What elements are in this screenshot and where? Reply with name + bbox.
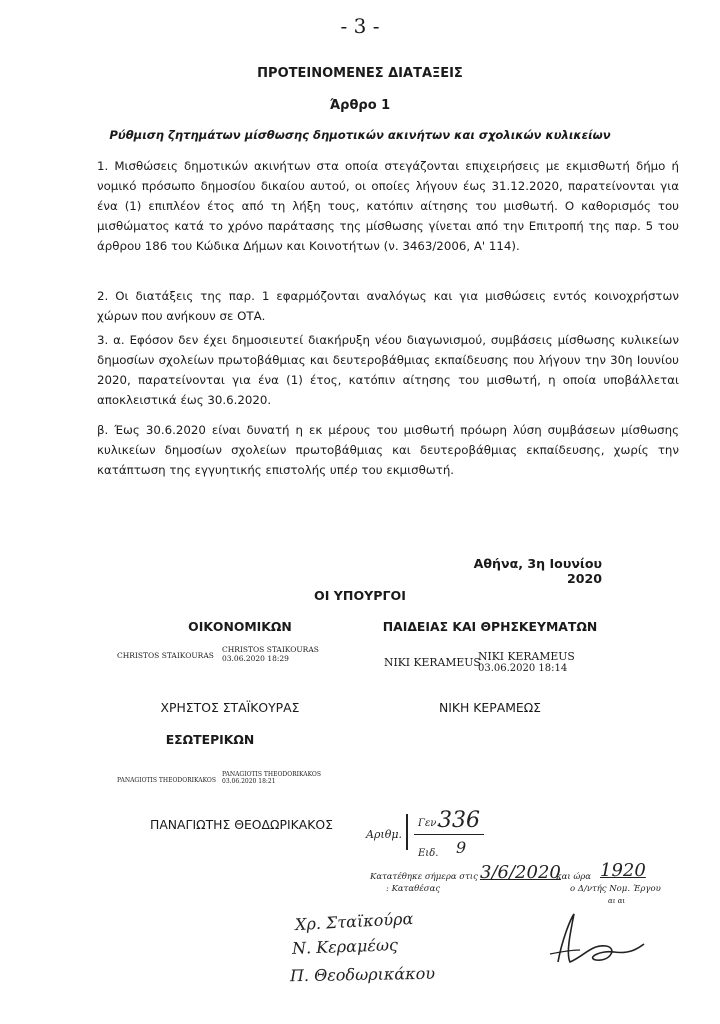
paragraph-3b: β. Έως 30.6.2020 είναι δυνατή η εκ μέρους του μισθωτή πρόωρη λύση συμβάσεων μίσθωσης κυλικείων δημοσίων σχολείων πρωτοβάθμιας και δευτεροβάθμιας εκπαίδευσης, χωρίς την κατάπτωση της εγγυητικής επιστολής υπέρ του εκμισθωτή. (97, 423, 679, 477)
stamp-depositor-label: : Καταθέσας (386, 884, 441, 894)
ministry-finance: ΟΙΚΟΝΟΜΙΚΩΝ (188, 619, 292, 634)
stamp-filed-date: 3/6/2020 (480, 862, 561, 883)
stamp-divider (406, 814, 408, 850)
digital-signature-name: CHRISTOS STAIKOURAS (117, 651, 214, 660)
digital-signature-stamp (222, 645, 319, 663)
stamp-director-label: ο Δ/ντής Νομ. Έργου (570, 884, 661, 894)
article-number: Άρθρο 1 (329, 98, 391, 113)
signature-stamp-name: PANAGIOTIS THEODORIKAKOS (222, 771, 321, 778)
ministers-heading: ΟΙ ΥΠΟΥΡΓΟΙ (314, 588, 406, 603)
paragraph-3a: 3. α. Εφόσον δεν έχει δημοσιευτεί διακήρυξη νέου διαγωνισμού, συμβάσεις μίσθωσης κυλικείων δημοσίων σχολείων πρωτοβάθμιας και δευτεροβάθμιας εκπαίδευσης που λήγουν την 30η Ιουνίου 2020, παρατείνονται για ένα (1) έτος, κατόπιν αίτησης του μισθωτή, η οποία υποβάλλεται αποκλειστικά έως 30.6.2020. (97, 333, 679, 407)
paragraph-2: 2. Οι διατάξεις της παρ. 1 εφαρμόζονται αναλόγως και για μισθώσεις εντός κοινοχρήστων χώρων που ανήκουν σε ΟΤΑ. (97, 289, 679, 323)
minister-full-name: ΠΑΝΑΓΙΩΤΗΣ ΘΕΟΔΩΡΙΚΑΚΟΣ (150, 817, 333, 832)
stamp-filed-text: Κατατέθηκε σήμερα στις (370, 872, 478, 882)
stamp-time-label: και ώρα (556, 872, 592, 882)
document-title: ΠΡΟΤΕΙΝΟΜΕΝΕΣ ΔΙΑΤΑΞΕΙΣ (257, 66, 463, 81)
stamp-director-sub: αι αι (608, 897, 626, 905)
director-signature (540, 910, 660, 970)
article-title: Ρύθμιση ζητημάτων μίσθωσης δημοτικών ακινήτων και σχολικών κυλικείων (109, 128, 611, 142)
stamp-prot-value: 336 (438, 808, 480, 833)
handwritten-name: Ν. Κεραμέως (291, 935, 399, 958)
minister-full-name: ΝΙΚΗ ΚΕΡΑΜΕΩΣ (438, 700, 542, 715)
page-number: - 3 - (340, 14, 380, 38)
handwritten-name: Χρ. Σταϊκούρα (294, 908, 414, 935)
signature-stamp-date: 03.06.2020 18:29 (222, 654, 289, 663)
ministry-education: ΠΑΙΔΕΙΑΣ ΚΑΙ ΘΡΗΣΚΕΥΜΑΤΩΝ (382, 619, 598, 634)
digital-signature-name: PANAGIOTIS THEODORIKAKOS (117, 777, 216, 784)
stamp-time-value: 1920 (600, 860, 646, 881)
digital-signature-stamp (478, 651, 575, 675)
stamp-eid-label: Ειδ. (418, 848, 439, 859)
ministry-interior: ΕΣΩΤΕΡΙΚΩΝ (165, 732, 255, 747)
date-line: Αθήνα, 3η Ιουνίου 2020 (473, 556, 602, 586)
signature-stamp-name: NIKI KERAMEUS (478, 650, 575, 663)
digital-signature-stamp (222, 771, 321, 785)
stamp-arith-label: Αριθμ. (366, 828, 402, 841)
digital-signature-name: NIKI KERAMEUS (384, 656, 481, 669)
stamp-prot-label: Γεν. (418, 818, 440, 829)
signature-stamp-name: CHRISTOS STAIKOURAS (222, 645, 319, 654)
signature-stamp-date: 03.06.2020 18:14 (478, 663, 568, 674)
paragraph-1: 1. Μισθώσεις δημοτικών ακινήτων στα οποία στεγάζονται επιχειρήσεις με εκμισθωτή δήμο ή νομικό πρόσωπο δημοσίου δικαίου αυτού, οι οποίες λήγουν έως 31.12.2020, παρατείνονται για ένα (1) επιπλέον έτος από τη λήξη τους, κατόπιν αίτησης του μισθωτή. Ο καθορισμός του μισθώματος κατά το χρόνο παράτασης της μίσθωσης γίνεται από την Επιτροπή της παρ. 5 του άρθρου 186 του Κώδικα Δήμων και Κοινοτήτων (ν. 3463/2006, Α' 114). (97, 159, 679, 253)
registry-stamp (360, 808, 700, 918)
stamp-eid-value: 9 (456, 838, 467, 857)
signature-stamp-date: 03.06.2020 18:21 (222, 778, 276, 785)
handwritten-name: Π. Θεοδωρικάκου (289, 963, 436, 986)
minister-full-name: ΧΡΗΣΤΟΣ ΣΤΑΪΚΟΥΡΑΣ (160, 700, 300, 715)
stamp-line (414, 834, 484, 835)
